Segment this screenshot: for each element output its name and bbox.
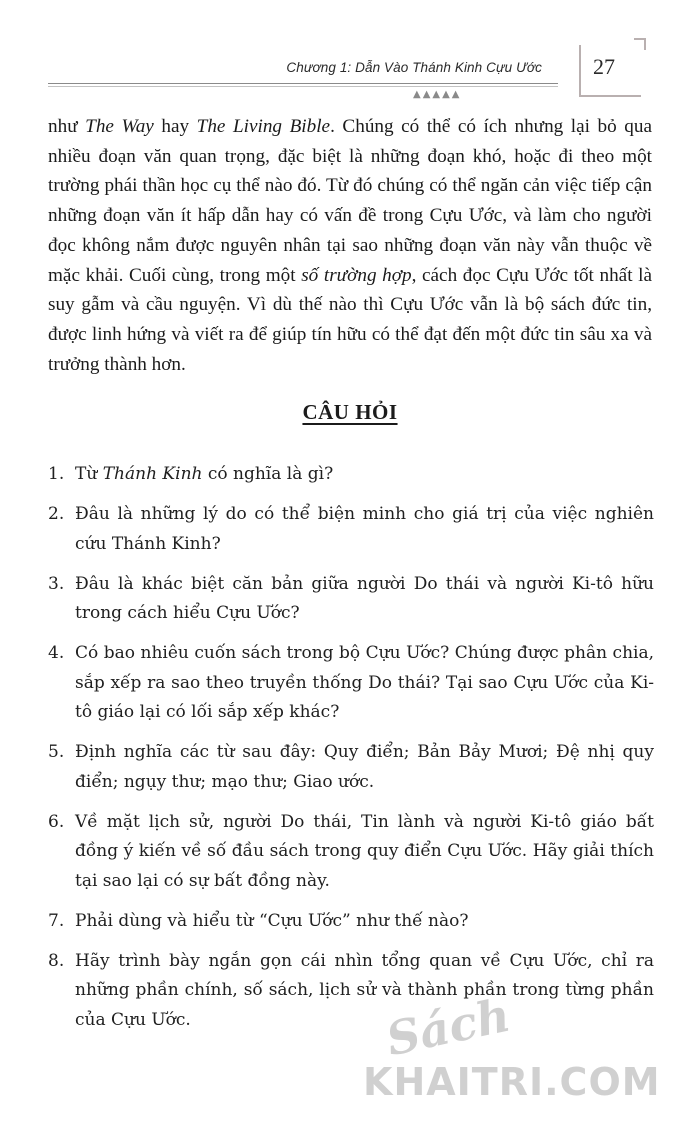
watermark-script: Sách bbox=[381, 987, 515, 1067]
paragraph-segment: , cách đọc Cựu Ước tốt nhất là suy gẫm và cầu nguyện. Vì dù thế nào thì Cựu Ước vẫn là bộ sách đức tin, được linh hứng và viết ra để giúp tín hữu có thể đạt đến một đức tin sâu xa và trưởng thành hơn. bbox=[48, 264, 652, 375]
question-item bbox=[48, 460, 654, 490]
question-text: Có bao nhiêu cuốn sách trong bộ Cựu Ước? Chúng được phân chia, sắp xếp ra sao theo truyền thống Do thái? Tại sao Cựu Ước của Ki-tô giáo lại có lối sắp xếp khác? bbox=[75, 643, 654, 722]
question-emphasis: Thánh Kinh bbox=[102, 464, 203, 484]
question-number: 3. bbox=[48, 573, 65, 594]
question-item bbox=[48, 738, 654, 797]
page-number: 27 bbox=[593, 54, 615, 79]
watermark-brand: KHAITRI.COM bbox=[363, 1060, 661, 1104]
question-item bbox=[48, 808, 654, 897]
question-number: 4. bbox=[48, 643, 65, 663]
page-header bbox=[0, 0, 700, 110]
question-item bbox=[48, 500, 654, 559]
header-rule bbox=[48, 83, 558, 84]
paragraph-segment: . Chúng có thể có ích nhưng lại bỏ qua nhiều đoạn văn quan trọng, đặc biệt là những đoạn khó, hoặc đi theo một trường phái thần học cụ thể nào đó. Từ đó chúng có thể ngăn cản việc tiếp cận những đoạn văn ít hấp dẫn hay có vấn đề trong Cựu Ước, và làm cho người đọc không nắm được nguyên nhân tại sao những đoạn văn này vẫn thuộc về mặc khải. Cuối cùng, trong một bbox=[48, 116, 652, 286]
question-item bbox=[48, 570, 654, 629]
question-number: 5. bbox=[48, 742, 65, 762]
chapter-title: Chương 1: Dẫn Vào Thánh Kinh Cựu Ước bbox=[286, 60, 542, 75]
questions-list bbox=[48, 460, 654, 1046]
paragraph-segment: hay bbox=[153, 116, 197, 137]
question-text: Định nghĩa các từ sau đây: Quy điển; Bản Bảy Mươi; Đệ nhị quy điển; ngụy thư; mạo thư; Giao ước. bbox=[75, 742, 654, 792]
emphasis-text: số trường hợp bbox=[301, 264, 412, 286]
question-number: 6. bbox=[48, 811, 65, 832]
paragraph-text bbox=[48, 112, 652, 379]
question-number: 8. bbox=[48, 950, 65, 971]
question-text: Đâu là những lý do có thể biện minh cho giá trị của việc nghiên cứu Thánh Kinh? bbox=[75, 504, 654, 554]
question-item bbox=[48, 907, 654, 937]
body-paragraph bbox=[48, 112, 652, 379]
question-text: Đâu là khác biệt căn bản giữa người Do thái và người Ki-tô hữu trong cách hiểu Cựu Ước? bbox=[75, 573, 654, 623]
question-text: Hãy trình bày ngắn gọn cái nhìn tổng quan về Cựu Ước, chỉ ra những phần chính, số sách, lịch sử và thành phần trong từng phần của Cựu Ước. bbox=[75, 950, 654, 1030]
header-rule-secondary bbox=[48, 86, 558, 87]
question-number: 7. bbox=[48, 910, 65, 931]
page-number-frame-corner bbox=[634, 38, 646, 50]
section-heading: CÂU HỎI bbox=[302, 400, 398, 424]
watermark-logo bbox=[360, 987, 700, 1121]
question-item bbox=[48, 639, 654, 728]
triangle-ornament-icon: ▲▲▲▲▲ bbox=[413, 89, 462, 100]
question-number: 1. bbox=[48, 464, 65, 484]
paragraph-segment: như bbox=[48, 116, 86, 137]
book-title-living-bible: The Living Bible bbox=[196, 116, 331, 137]
question-number: 2. bbox=[48, 504, 65, 524]
question-text: Về mặt lịch sử, người Do thái, Tin lành và người Ki-tô giáo bất đồng ý kiến về số đầu sách trong quy điển Cựu Ước. Hãy giải thích tại sao lại có sự bất đồng này. bbox=[75, 811, 654, 891]
question-text: Từ bbox=[75, 464, 103, 484]
question-text: Phải dùng và hiểu từ “Cựu Ước” như thế nào? bbox=[75, 910, 469, 931]
book-title-the-way: The Way bbox=[85, 116, 154, 137]
question-text: có nghĩa là gì? bbox=[202, 464, 334, 484]
